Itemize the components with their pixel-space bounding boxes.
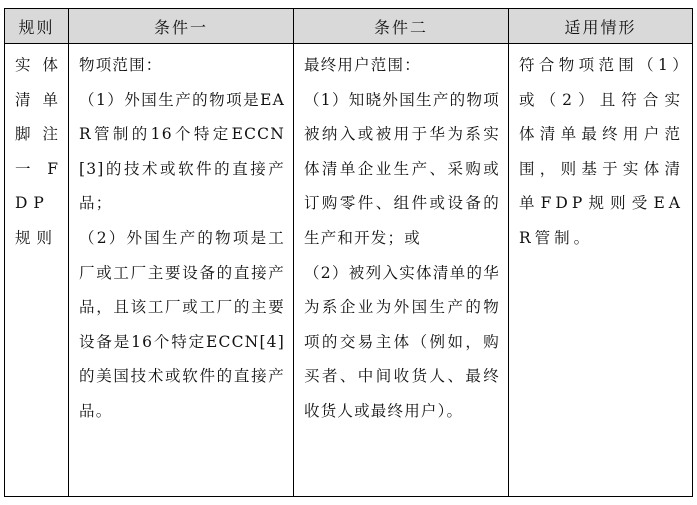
rule-name: 实体清单脚注一FDP规则 [15,56,64,247]
header-condition-one: 条件一 [69,9,294,44]
condition-two-item-2: （2）被列入实体清单的华为系企业为外国生产的物项的交易主体（例如，购买者、中间收货人、最终收货人或最终用户）。 [304,263,500,420]
cell-condition-one [69,44,294,497]
table-row [5,44,693,497]
header-applicability: 适用情形 [509,9,693,44]
rules-table-container [4,8,692,497]
condition-two-item-1: （1）知晓外国生产的物项被纳入或被用于华为系实体清单企业生产、采购或订购零件、组件或设备的生产和开发；或 [304,90,500,247]
fdp-rules-table [4,8,693,497]
header-condition-two: 条件二 [294,9,509,44]
table-header-row [5,9,693,44]
cell-applicability [509,44,693,497]
applicability-text: 符合物项范围（1）或（2）且符合实体清单最终用户范围，则基于实体清单FDP规则受EAR管制。 [519,56,684,247]
condition-two-title: 最终用户范围： [304,56,421,74]
header-rule: 规则 [5,9,69,44]
condition-one-title: 物项范围： [79,56,163,74]
cell-condition-two [294,44,509,497]
cell-rule [5,44,69,497]
condition-one-item-2: （2）外国生产的物项是工厂或工厂主要设备的直接产品，且该工厂或工厂的主要设备是16个特定ECCN[4]的美国技术或软件的直接产品。 [79,228,285,420]
condition-one-item-1: （1）外国生产的物项是EAR管制的16个特定ECCN[3]的技术或软件的直接产品； [79,90,285,213]
